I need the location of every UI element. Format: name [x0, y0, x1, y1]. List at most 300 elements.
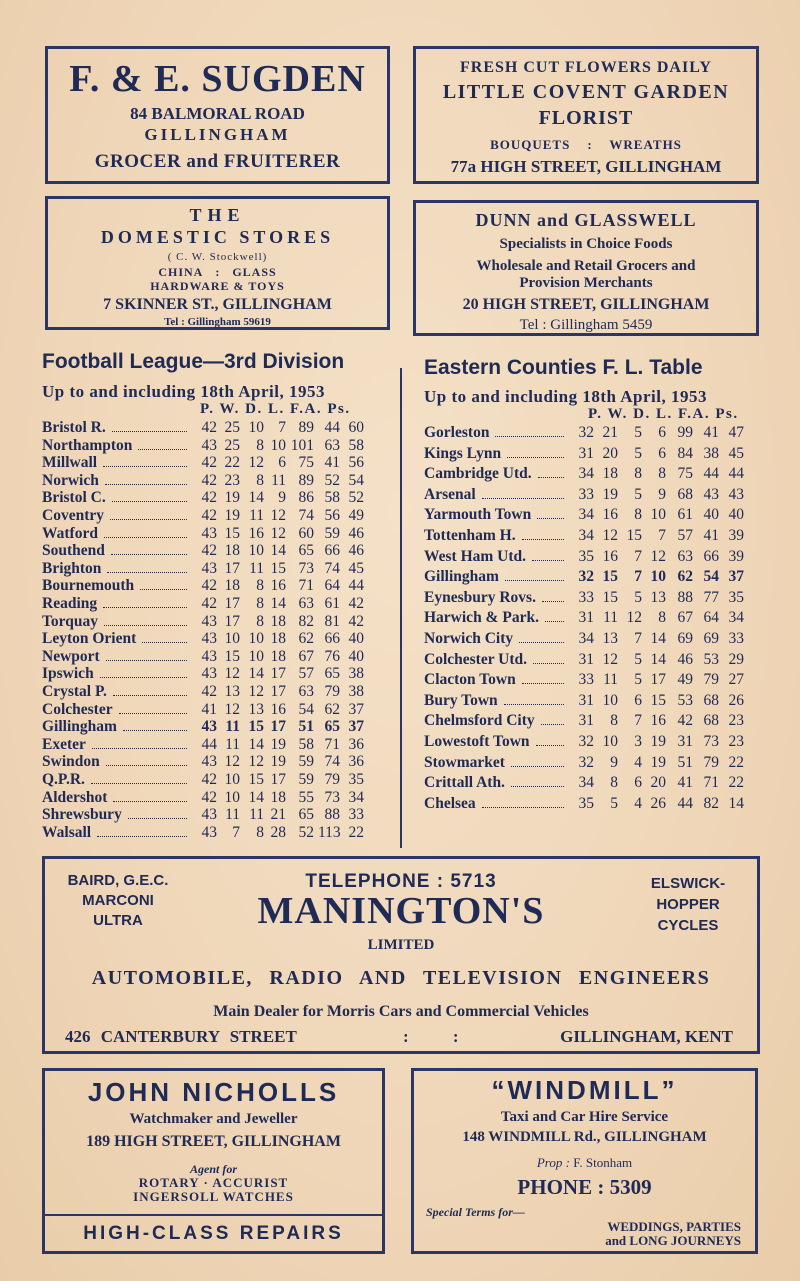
- stat-lost: 9: [658, 485, 666, 503]
- stat-won: 12: [602, 650, 618, 668]
- stat-played: 43: [201, 436, 217, 454]
- table-row: [424, 486, 764, 504]
- stat-drawn: 11: [249, 559, 264, 577]
- stat-played: 43: [201, 559, 217, 577]
- team-name: Eynesbury Rovs.: [424, 588, 536, 606]
- stat-drawn: 8: [256, 823, 264, 841]
- stat-against: 52: [324, 471, 340, 489]
- stat-lost: 15: [650, 691, 666, 709]
- stat-drawn: 4: [634, 794, 642, 812]
- table-row: [424, 506, 764, 524]
- team-name: Newport: [42, 647, 100, 665]
- covent-line2: LITTLE COVENT GARDEN: [442, 81, 730, 103]
- eastern-header: P. W. D. L. F.A. Ps.: [588, 406, 739, 422]
- manington-phone: TELEPHONE : 5713: [305, 871, 497, 892]
- stat-won: 12: [602, 527, 618, 544]
- team-name: Northampton: [42, 436, 133, 454]
- stat-played: 31: [578, 609, 594, 627]
- stat-points: 33: [728, 630, 744, 647]
- stat-drawn: 7: [634, 712, 642, 730]
- table-row: [42, 771, 392, 789]
- stat-for: 46: [677, 650, 693, 668]
- stat-won: 12: [224, 700, 240, 718]
- stat-lost: 6: [658, 424, 666, 441]
- stat-lost: 15: [270, 559, 286, 577]
- team-name: Crystal P.: [42, 683, 107, 700]
- stat-drawn: 12: [626, 609, 642, 627]
- stat-against: 74: [324, 753, 340, 771]
- leader-dots: [111, 542, 187, 555]
- leader-dots: [113, 789, 187, 802]
- stat-points: 35: [728, 588, 744, 606]
- stat-points: 22: [728, 753, 744, 771]
- table-row: [424, 609, 764, 627]
- leader-dots: [536, 733, 564, 746]
- stat-against: 62: [324, 700, 340, 718]
- stat-for: 73: [298, 559, 314, 577]
- stat-played: 35: [578, 547, 594, 565]
- stat-played: 43: [201, 718, 217, 736]
- leader-dots: [541, 712, 564, 725]
- leader-dots: [112, 489, 187, 502]
- stat-drawn: 13: [248, 700, 264, 718]
- stat-for: 54: [298, 700, 314, 718]
- stat-for: 60: [298, 524, 314, 542]
- stat-played: 31: [578, 444, 594, 462]
- stat-points: 14: [728, 794, 744, 812]
- stat-won: 20: [602, 444, 618, 462]
- team-name: Harwich & Park.: [424, 609, 539, 627]
- leader-dots: [128, 806, 187, 819]
- stat-for: 59: [298, 753, 314, 771]
- stat-played: 43: [201, 665, 217, 683]
- stat-points: 23: [728, 712, 744, 730]
- manington-right2: HOPPER: [656, 896, 720, 913]
- manington-right: [633, 873, 743, 936]
- leader-dots: [519, 630, 564, 643]
- table-row: [424, 527, 764, 545]
- stat-won: 16: [602, 547, 618, 565]
- domestic-address: 7 SKINNER ST., GILLINGHAM: [103, 296, 332, 313]
- stat-points: 38: [348, 665, 364, 683]
- manington-trade: AUTOMOBILE, RADIO AND TELEVISION ENGINEERS: [91, 967, 711, 989]
- stat-against: 66: [324, 630, 340, 648]
- nicholls-divider: [45, 1214, 382, 1216]
- stat-against: 44: [324, 419, 340, 436]
- stat-drawn: 6: [634, 691, 642, 709]
- stat-played: 44: [201, 735, 217, 753]
- stat-points: 44: [728, 465, 744, 483]
- leader-dots: [511, 774, 564, 787]
- stat-played: 31: [578, 650, 594, 668]
- manington-addr-sep: : :: [403, 1027, 459, 1046]
- stat-for: 63: [677, 547, 693, 565]
- stat-points: 34: [348, 788, 364, 806]
- windmill-prop: [414, 1155, 755, 1171]
- stat-against: 79: [324, 771, 340, 788]
- leader-dots: [142, 630, 187, 643]
- stat-points: 46: [348, 542, 364, 560]
- stat-won: 23: [224, 471, 240, 489]
- team-name: Torquay: [42, 612, 99, 630]
- team-name: Coventry: [42, 507, 104, 524]
- stat-lost: 17: [270, 771, 286, 788]
- stat-played: 43: [201, 612, 217, 630]
- table-row: [424, 424, 764, 442]
- stat-against: 69: [703, 630, 719, 647]
- stat-played: 34: [578, 774, 594, 792]
- table-row: [42, 718, 392, 736]
- domestic-china: CHINA: [158, 265, 204, 279]
- stat-points: 44: [348, 577, 364, 595]
- covent-address: 77a HIGH STREET, GILLINGHAM: [450, 157, 722, 176]
- stat-for: 67: [298, 647, 314, 665]
- dunn-name: DUNN and GLASSWELL: [475, 210, 697, 230]
- table-row: [42, 701, 392, 719]
- stat-against: 66: [703, 547, 719, 565]
- stat-points: 46: [348, 524, 364, 542]
- stat-won: 19: [224, 489, 240, 507]
- table-row: [42, 595, 392, 613]
- stat-points: 43: [728, 485, 744, 503]
- stat-lost: 12: [650, 547, 666, 565]
- ad-john-nicholls: [42, 1068, 385, 1254]
- stat-drawn: 12: [248, 753, 264, 771]
- stat-for: 55: [298, 788, 314, 806]
- stat-against: 59: [324, 524, 340, 542]
- leader-dots: [537, 506, 564, 519]
- stat-won: 13: [224, 683, 240, 700]
- stat-lost: 17: [650, 671, 666, 689]
- stat-lost: 19: [650, 733, 666, 750]
- stat-against: 65: [324, 718, 340, 736]
- leader-dots: [113, 683, 187, 696]
- stat-for: 31: [677, 733, 693, 750]
- stat-against: 76: [324, 647, 340, 665]
- stat-points: 34: [728, 609, 744, 627]
- stat-lost: 28: [270, 823, 286, 841]
- stat-for: 67: [677, 609, 693, 627]
- stat-won: 12: [224, 665, 240, 683]
- stat-lost: 6: [278, 454, 286, 472]
- stat-for: 63: [298, 595, 314, 612]
- stat-drawn: 5: [634, 588, 642, 606]
- team-name: Leyton Orient: [42, 630, 137, 648]
- stat-won: 10: [602, 733, 618, 750]
- domestic-line1: THE: [189, 205, 246, 225]
- stat-lost: 19: [270, 753, 286, 771]
- leader-dots: [110, 507, 187, 520]
- stat-for: 74: [298, 507, 314, 524]
- table-row: [424, 733, 764, 751]
- stat-drawn: 5: [634, 671, 642, 689]
- leader-dots: [482, 795, 564, 808]
- stat-drawn: 7: [634, 547, 642, 565]
- team-name: Bristol R.: [42, 419, 106, 436]
- stat-against: 40: [703, 506, 719, 524]
- table-row: [42, 525, 392, 543]
- table-row: [42, 789, 392, 807]
- stat-for: 71: [298, 577, 314, 595]
- stat-lost: 18: [270, 630, 286, 648]
- leader-dots: [140, 577, 187, 590]
- table-row: [42, 454, 392, 472]
- table-row: [42, 648, 392, 666]
- table-row: [424, 651, 764, 669]
- leader-dots: [119, 701, 187, 714]
- stat-against: 81: [324, 612, 340, 630]
- stat-lost: 14: [650, 650, 666, 668]
- team-name: Norwich: [42, 471, 99, 489]
- stat-lost: 11: [271, 471, 286, 489]
- stat-points: 42: [348, 612, 364, 630]
- stat-won: 16: [602, 506, 618, 524]
- stat-points: 56: [348, 454, 364, 472]
- stat-for: 61: [677, 506, 693, 524]
- team-name: Watford: [42, 524, 98, 542]
- team-name: Bury Town: [424, 691, 498, 709]
- stat-won: 25: [224, 419, 240, 436]
- windmill-address: 148 WINDMILL Rd., GILLINGHAM: [462, 1129, 707, 1145]
- table-row: [424, 795, 764, 813]
- leader-dots: [482, 486, 564, 499]
- leader-dots: [522, 527, 564, 540]
- stat-for: 75: [677, 465, 693, 483]
- stat-won: 19: [602, 485, 618, 503]
- stat-drawn: 8: [634, 506, 642, 524]
- stat-lost: 14: [270, 542, 286, 560]
- sugden-name: F. & E. SUGDEN: [69, 58, 366, 100]
- stat-points: 40: [348, 647, 364, 665]
- stat-for: 51: [677, 753, 693, 771]
- stat-played: 42: [201, 683, 217, 700]
- stat-drawn: 8: [634, 465, 642, 483]
- stat-for: 82: [298, 612, 314, 630]
- stat-points: 45: [348, 559, 364, 577]
- stat-won: 8: [610, 774, 618, 792]
- windmill-terms1: WEDDINGS, PARTIES: [607, 1219, 741, 1234]
- ad-dunn-glasswell: [413, 200, 759, 336]
- stat-against: 71: [703, 774, 719, 792]
- stat-points: 37: [728, 568, 744, 586]
- ad-maningtons: [42, 856, 760, 1054]
- stat-played: 32: [578, 753, 594, 771]
- team-name: Southend: [42, 542, 105, 560]
- stat-for: 99: [677, 424, 693, 441]
- leader-dots: [495, 424, 564, 437]
- team-name: Colchester Utd.: [424, 650, 528, 668]
- leader-dots: [522, 671, 564, 684]
- stat-won: 10: [224, 771, 240, 788]
- team-name: Norwich City: [424, 630, 514, 647]
- leader-dots: [100, 665, 187, 678]
- stat-for: 51: [298, 718, 314, 736]
- stat-drawn: 8: [256, 612, 264, 630]
- stat-points: 26: [728, 691, 744, 709]
- table-row: [424, 568, 764, 586]
- covent-items: [416, 137, 756, 153]
- manington-left3: ULTRA: [93, 912, 143, 929]
- stat-points: 37: [348, 700, 364, 718]
- manington-name: MANINGTON'S: [257, 890, 545, 932]
- nicholls-brands1: ROTARY · ACCURIST: [138, 1175, 289, 1190]
- manington-addr-left: 426 CANTERBURY STREET: [65, 1027, 297, 1046]
- stat-lost: 16: [270, 577, 286, 595]
- team-name: Swindon: [42, 753, 100, 771]
- windmill-terms: Special Terms for—: [426, 1205, 525, 1219]
- stat-against: 61: [324, 595, 340, 612]
- covent-wreaths: WREATHS: [609, 137, 682, 152]
- manington-addr-right: GILLINGHAM, KENT: [560, 1027, 733, 1046]
- stat-against: 71: [324, 735, 340, 753]
- nicholls-trade: Watchmaker and Jeweller: [129, 1111, 298, 1127]
- stat-against: 66: [324, 542, 340, 560]
- domestic-owner: ( C. W. Stockwell): [167, 251, 268, 263]
- stat-drawn: 14: [248, 735, 264, 753]
- covent-bouquets: BOUQUETS: [490, 137, 571, 152]
- stat-against: 79: [324, 683, 340, 700]
- stat-played: 42: [201, 788, 217, 806]
- stat-won: 8: [610, 712, 618, 730]
- table-row: [42, 560, 392, 578]
- stat-drawn: 12: [248, 454, 264, 472]
- stat-won: 12: [224, 753, 240, 771]
- sugden-town: GILLINGHAM: [144, 125, 291, 144]
- stat-for: 62: [298, 630, 314, 648]
- table-row: [42, 665, 392, 683]
- stat-lost: 26: [650, 794, 666, 812]
- leader-dots: [138, 437, 187, 450]
- stat-won: 22: [224, 454, 240, 472]
- manington-left1: BAIRD, G.E.C.: [67, 872, 169, 889]
- stat-points: 35: [348, 771, 364, 788]
- table-row: [42, 577, 392, 595]
- leader-dots: [507, 445, 564, 458]
- sugden-address: 84 BALMORAL ROAD: [130, 104, 305, 123]
- stat-lost: 19: [270, 735, 286, 753]
- team-name: Chelsea: [424, 794, 476, 812]
- stat-played: 43: [201, 823, 217, 841]
- manington-right1: ELSWICK-: [650, 875, 726, 892]
- stat-points: 47: [728, 424, 744, 441]
- stat-won: 10: [224, 788, 240, 806]
- stat-for: 65: [298, 806, 314, 824]
- nicholls-agent: Agent for: [189, 1162, 237, 1176]
- domestic-hardware: HARDWARE & TOYS: [150, 279, 285, 293]
- table-row: [42, 419, 392, 437]
- stat-drawn: 4: [634, 753, 642, 771]
- stat-points: 22: [728, 774, 744, 792]
- leader-dots: [106, 648, 187, 661]
- stat-points: 54: [348, 471, 364, 489]
- stat-played: 42: [201, 419, 217, 436]
- stat-played: 41: [201, 700, 217, 718]
- team-name: Brighton: [42, 559, 102, 577]
- table-row: [424, 630, 764, 648]
- table-row: [42, 753, 392, 771]
- stat-lost: 12: [270, 524, 286, 542]
- stat-lost: 10: [650, 568, 666, 586]
- stat-against: 65: [324, 665, 340, 683]
- stat-against: 58: [324, 489, 340, 507]
- stat-lost: 17: [270, 665, 286, 683]
- stat-points: 23: [728, 733, 744, 750]
- stat-won: 21: [602, 424, 618, 441]
- table-row: [42, 736, 392, 754]
- stat-won: 9: [610, 753, 618, 771]
- stat-won: 18: [224, 577, 240, 595]
- stat-lost: 12: [270, 507, 286, 524]
- domestic-china-glass: [48, 265, 387, 280]
- stat-for: 88: [677, 588, 693, 606]
- stat-drawn: 12: [248, 683, 264, 700]
- stat-drawn: 10: [248, 419, 264, 436]
- manington-limited: LIMITED: [367, 937, 435, 953]
- stat-won: 10: [602, 691, 618, 709]
- stat-lost: 19: [650, 753, 666, 771]
- stat-against: 41: [703, 424, 719, 441]
- table-row: [424, 465, 764, 483]
- stat-for: 42: [677, 712, 693, 730]
- stat-points: 42: [348, 595, 364, 612]
- stat-played: 43: [201, 806, 217, 824]
- stat-won: 19: [224, 507, 240, 524]
- team-name: Arsenal: [424, 485, 476, 503]
- ad-windmill: [411, 1068, 758, 1254]
- stat-points: 36: [348, 753, 364, 771]
- leader-dots: [104, 613, 187, 626]
- stat-drawn: 11: [249, 806, 264, 824]
- stat-lost: 16: [650, 712, 666, 730]
- stat-drawn: 10: [248, 647, 264, 665]
- stat-lost: 21: [270, 806, 286, 824]
- stat-for: 62: [677, 568, 693, 586]
- stat-drawn: 14: [248, 489, 264, 507]
- stat-won: 17: [224, 559, 240, 577]
- stat-against: 77: [703, 588, 719, 606]
- stat-points: 58: [348, 436, 364, 454]
- stat-won: 18: [602, 465, 618, 483]
- domestic-glass: GLASS: [232, 265, 277, 279]
- leader-dots: [107, 560, 187, 573]
- stat-won: 11: [225, 718, 240, 736]
- table-row: [42, 437, 392, 455]
- leader-dots: [91, 771, 187, 784]
- stat-played: 31: [578, 712, 594, 730]
- ad-covent-garden: [413, 46, 759, 184]
- team-name: Cambridge Utd.: [424, 465, 532, 483]
- dunn-tel: Tel : Gillingham 5459: [519, 317, 653, 333]
- stat-points: 37: [348, 718, 364, 736]
- leader-dots: [504, 692, 564, 705]
- stat-for: 69: [677, 630, 693, 647]
- stat-against: 53: [703, 650, 719, 668]
- stat-against: 68: [703, 712, 719, 730]
- team-name: Gillingham: [42, 718, 117, 736]
- stat-drawn: 14: [248, 665, 264, 683]
- dunn-line3: Provision Merchants: [519, 275, 653, 291]
- stat-drawn: 16: [248, 524, 264, 542]
- team-name: Yarmouth Town: [424, 506, 532, 524]
- covent-line3: FLORIST: [538, 107, 634, 129]
- stat-against: 82: [703, 794, 719, 812]
- stat-played: 34: [578, 465, 594, 483]
- stat-played: 43: [201, 647, 217, 665]
- stat-drawn: 11: [249, 507, 264, 524]
- stat-played: 42: [201, 507, 217, 524]
- table-row: [42, 613, 392, 631]
- stat-won: 18: [224, 542, 240, 560]
